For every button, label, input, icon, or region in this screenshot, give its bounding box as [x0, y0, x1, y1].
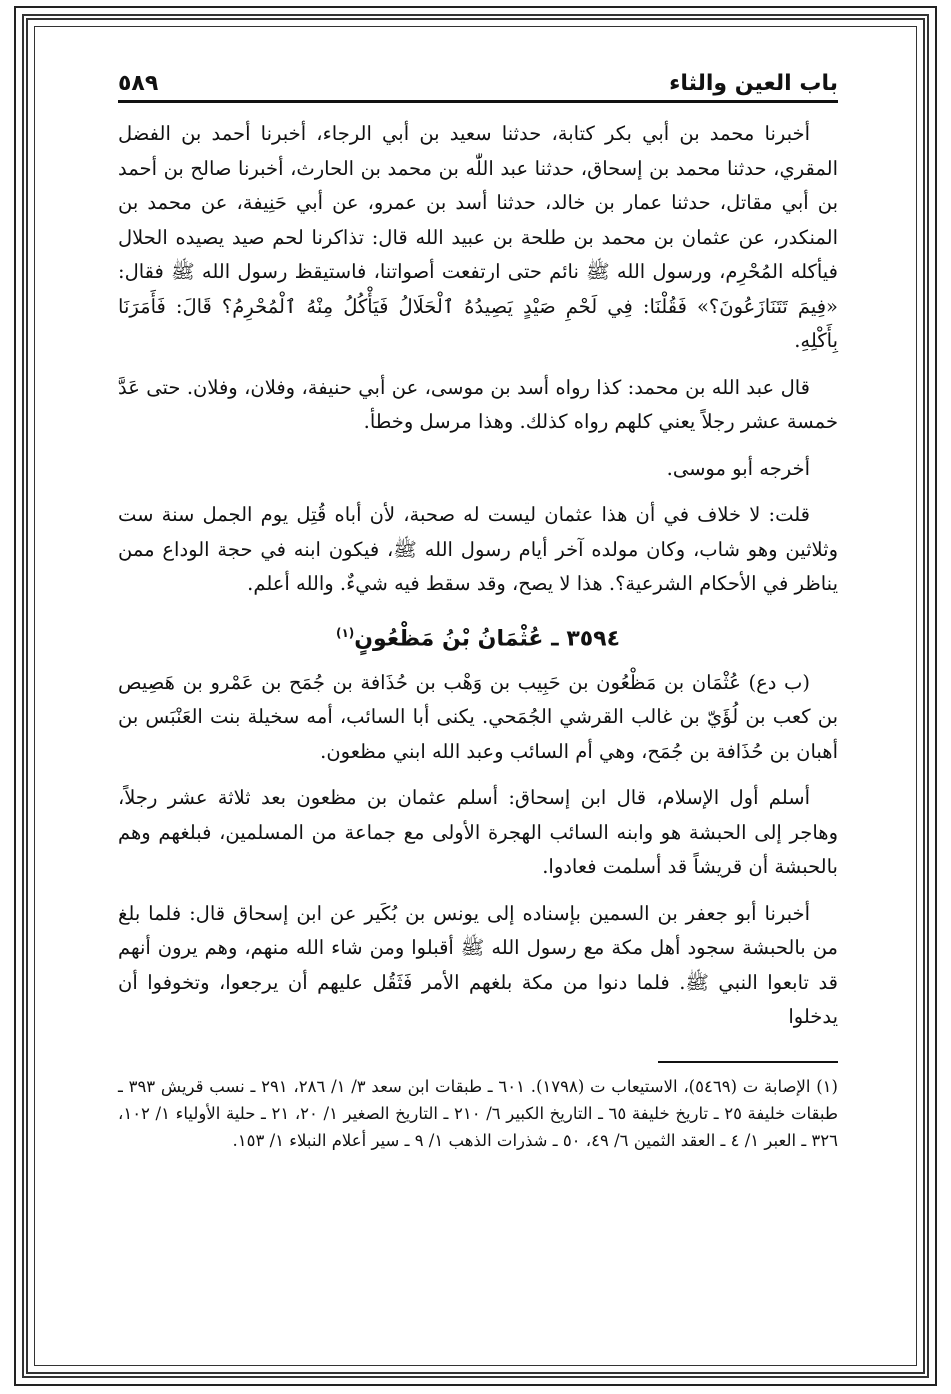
page-number: ٥٨٩ — [118, 71, 159, 96]
entry-islam-paragraph: أسلم أول الإسلام، قال ابن إسحاق: أسلم عثمان بن مظعون بعد ثلاثة عشر رجلاً، وهاجر إلى الحبشة هو وابنه السائب الهجرة الأولى مع جماعة من المسلمين، فبلغهم وهم بالحبشة أن قريشاً قد أسلمت فعادوا. — [118, 786, 838, 879]
commentary-paragraph: قال عبد الله بن محمد: كذا رواه أسد بن موسى، عن أبي حنيفة، وفلان، وفلان. حتى عَدَّ خمسة عشر رجلاً يعني كلهم رواه كذلك. وهذا مرسل وخطأ. — [118, 375, 838, 433]
running-header — [118, 60, 838, 103]
entry-narration-paragraph: أخبرنا أبو جعفر بن السمين بإسناده إلى يونس بن بُكَير عن ابن إسحاق قال: فلما بلغ من بالحبشة سجود أهل مكة مع رسول الله ﷺ أقبلوا ومن شاء الله منهم، وهم يرون أنهم قد تابعوا النبي ﷺ. فلما دنوا من مكة بلغهم الأمر فَثَقُل عليهم أن يرجعوا، وتخوفوا أن يدخلوا — [118, 901, 838, 1029]
entry-title: ٣٥٩٤ ـ عُثْمَانُ بْنُ مَظْعُونٍ — [354, 625, 621, 651]
author-remark: قلت: لا خلاف في أن هذا عثمان ليست له صحبة، لأن أباه قُتِل يوم الجمل سنة ست وثلاثين وهو شاب، وكان مولده آخر أيام رسول الله ﷺ، فيكون ابنه في حجة الوداع ممن يناظر في الأحكام الشرعية؟. هذا لا يصح، وقد سقط فيه شيءٌ. والله أعلم. — [118, 503, 838, 595]
chapter-title: باب العين والثاء — [669, 71, 838, 96]
entry-lineage-paragraph: (ب دع) عُثْمَان بن مَظْعُون بن حَبِيب بن وَهْب بن حُذَافة بن جُمَح بن عَمْرو بن هَصِيص بن كعب بن لُؤَيّ بن غالب القرشي الجُمَحي. يكنى أبا السائب، أمه سخيلة بنت العَنْبَس بن أهبان بن حُذَافة بن جُمَح، وهي أم السائب وعبد الله ابني مظعون. — [118, 670, 838, 763]
footnote-text: (١) الإصابة ت (٥٤٦٩)، الاستيعاب ت (١٧٩٨). ٦٠١ ـ طبقات ابن سعد ٣/ ١/ ٢٨٦، ٢٩١ ـ نسب قريش ٣٩٣ ـ طبقات خليفة ٢٥ ـ تاريخ خليفة ٦٥ ـ التاريخ الكبير ٦/ ٢١٠ ـ التاريخ الصغير ١/ ٢٠، ٢١ ـ حلية الأولياء ١/ ١٠٢، ٣٢٦ ـ العبر ١/ ٤ ـ العقد الثمين ٦/ ٤٩، ٥٠ ـ شذرات الذهب ١/ ٩ ـ سير أعلام النبلاء ١/ ١٥٣. — [118, 1076, 839, 1150]
footnote-divider — [658, 1061, 838, 1063]
footnote-marker: (١) — [335, 625, 355, 640]
hadith-paragraph: أخبرنا محمد بن أبي بكر كتابة، حدثنا سعيد بن أبي الرجاء، أخبرنا أحمد بن الفضل المقري، حدثنا محمد بن إسحاق، حدثنا عبد اللّٰه بن محمد بن الحارث، أخبرنا صالح بن أحمد بن أبي مقاتل، حدثنا عمار بن خالد، حدثنا أسد بن عمرو، عن أبي حَنِيفة، عن محمد بن المنكدر، عن عثمان بن محمد بن طلحة بن عبيد الله قال: تذاكرنا لحم صيد يصيده الحلال فيأكله المُحْرِم، ورسول الله ﷺ نائم حتى ارتفعت أصواتنا، فاستيقظ رسول الله ﷺ فقال: «فِيمَ تَتَنَازَعُونَ؟» فَقُلْنَا: فِي لَحْمِ صَيْدٍ يَصِيدُهُ ٱلْحَلَالُ فَيَأْكُلُ مِنْهُ ٱلْمُحْرِمُ؟ قَالَ: فَأَمَرَنَا بِأَكْلِهِ. — [118, 122, 839, 352]
source-note: أخرجه أبو موسى. — [666, 456, 810, 480]
page-content — [118, 60, 838, 1360]
entry-heading — [118, 616, 838, 656]
